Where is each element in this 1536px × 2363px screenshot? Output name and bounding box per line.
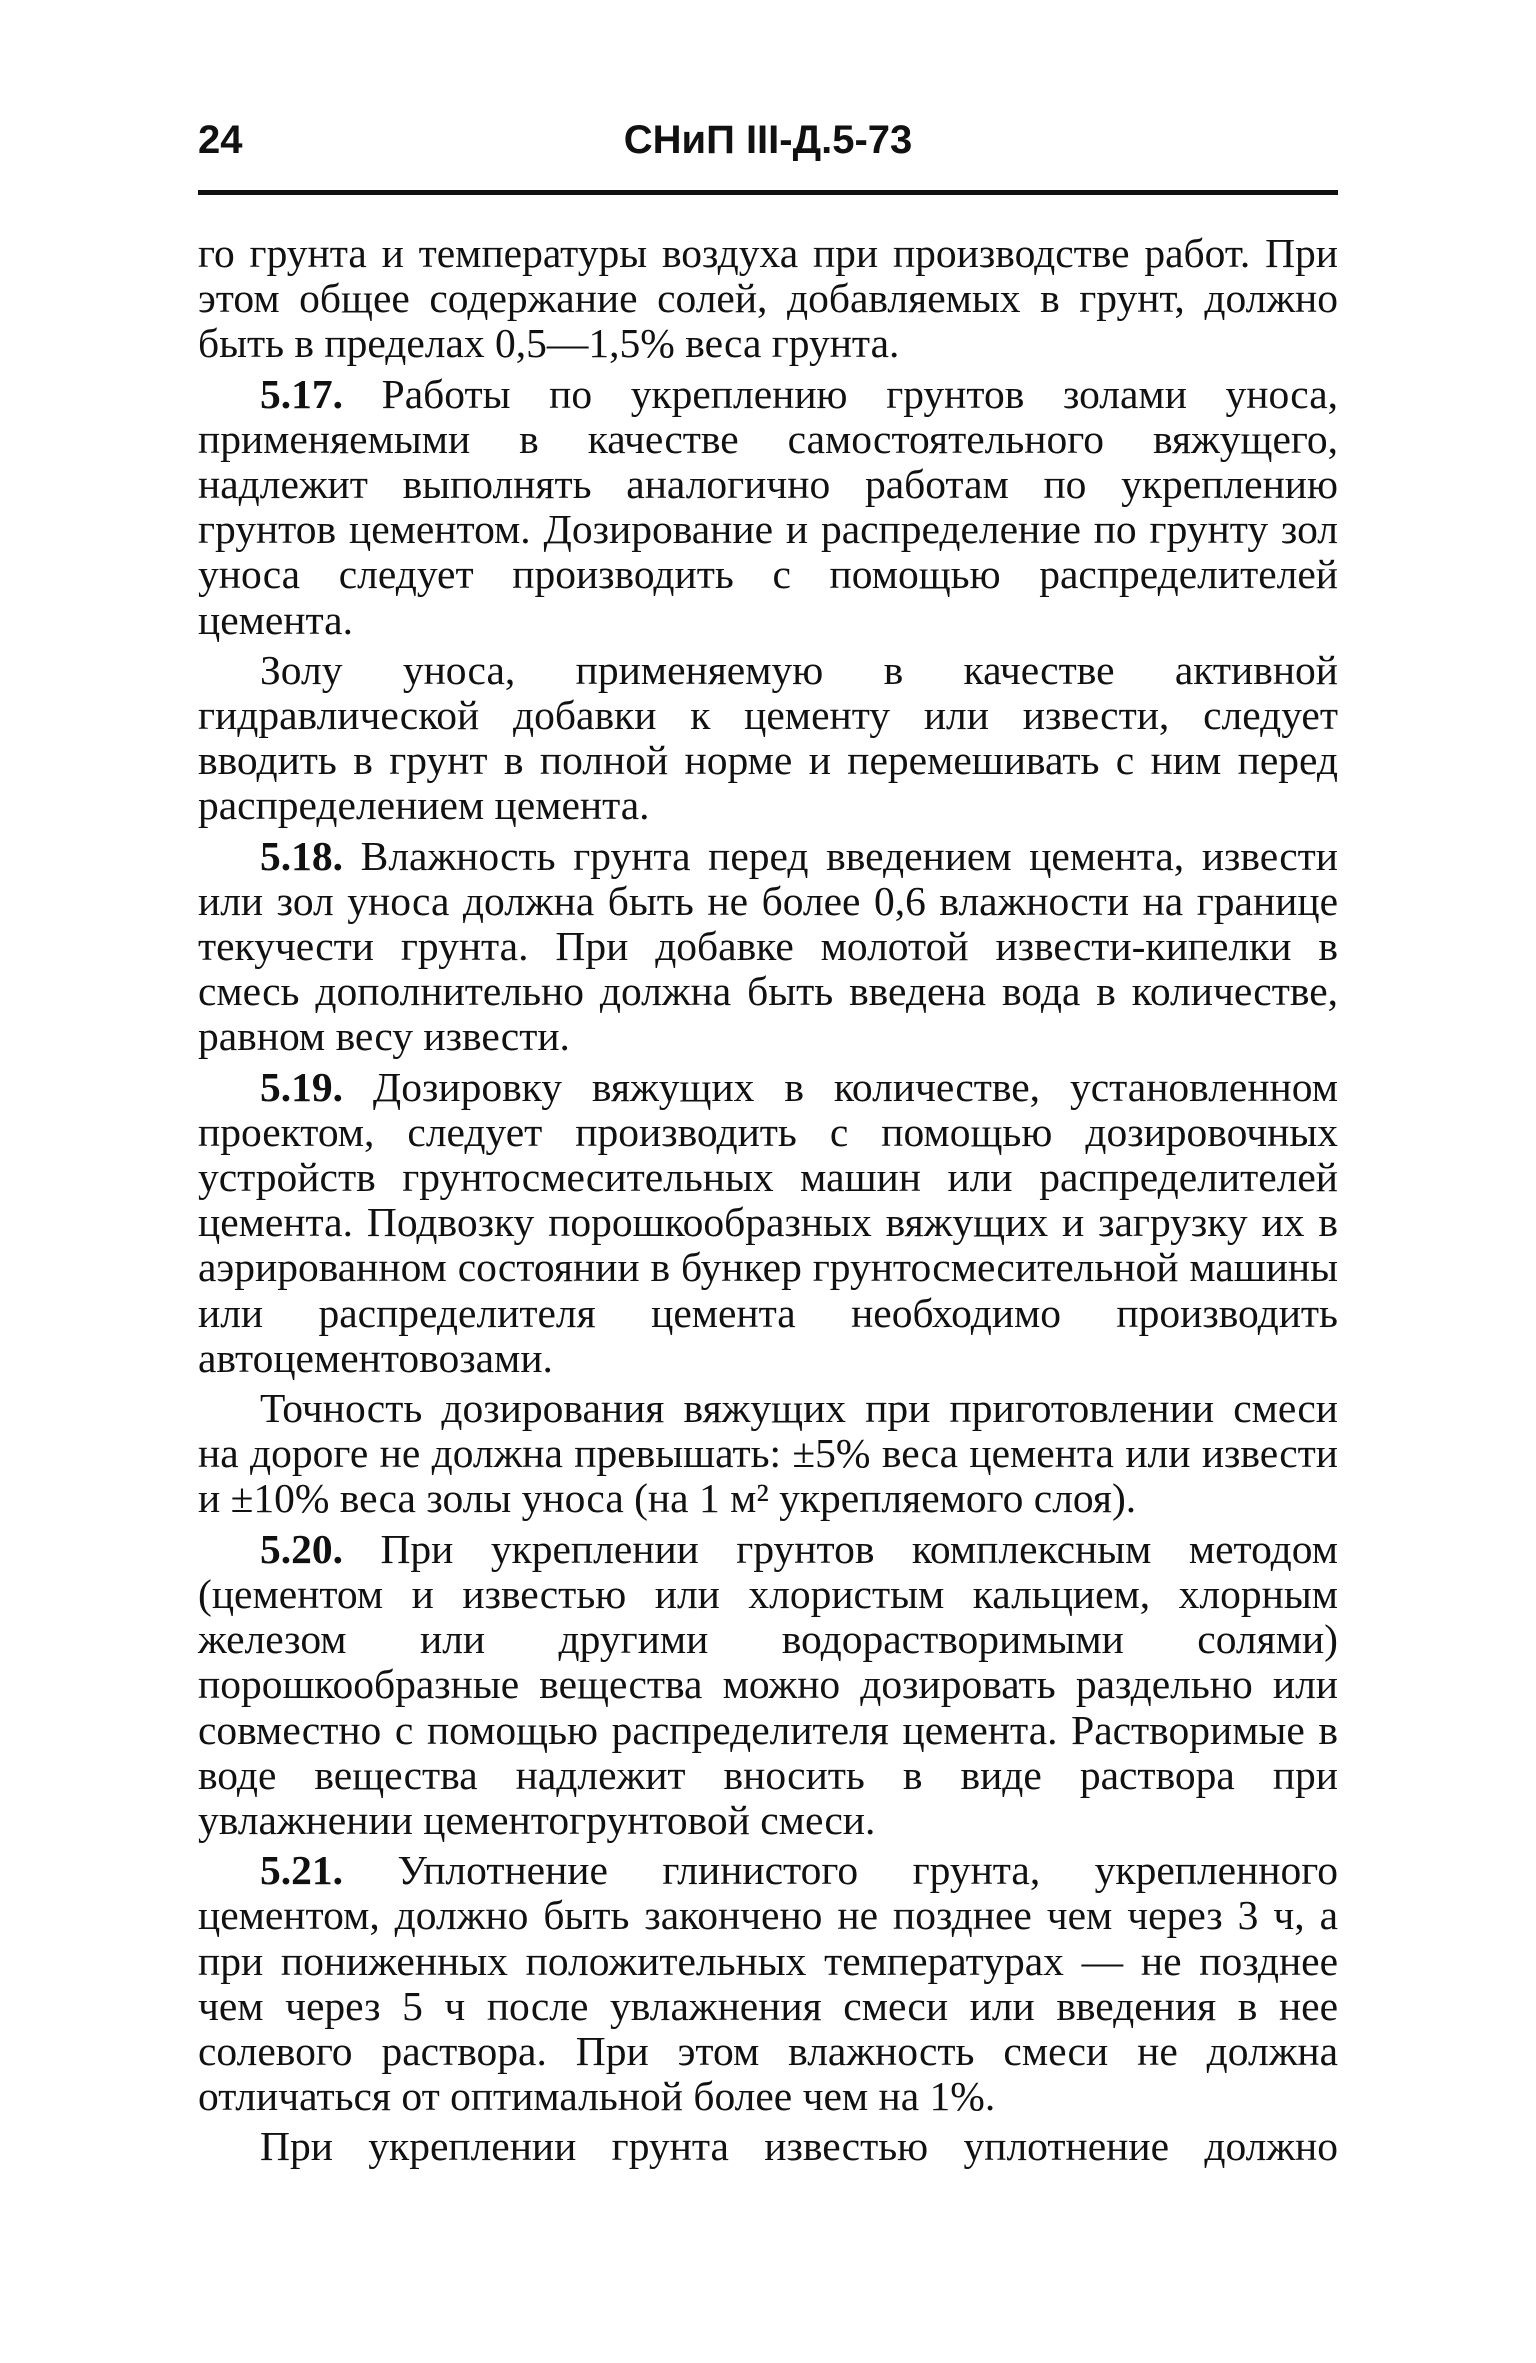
paragraph-text: Влажность грунта перед введением цемента, извести или зол уноса должна быть не более 0,6 влажности на границе текучести грунта. При добавке молотой извести-кипелки в смесь дополнительно должна быть введена вода в количестве, равном весу извести.	[198, 832, 1338, 1060]
paragraph-text: При укреплении грунтов комплексным методом (цементом и известью или хлористым кальцием, хлорным железом или другими водорастворимыми солями) порошкообразные вещества можно дозировать раздельно или совместно с помощью распределителя цемента. Растворимые в воде вещества надлежит вносить в виде раствора при увлажнении цементогрунтовой смеси.	[198, 1525, 1338, 1843]
body-text	[198, 231, 1338, 2170]
paragraph-5-18	[198, 834, 1338, 1060]
clause-number: 5.20.	[260, 1525, 343, 1572]
paragraph-5-19	[198, 1065, 1338, 1381]
paragraph-5-21	[198, 1848, 1338, 2119]
paragraph-5-20	[198, 1527, 1338, 1843]
paragraph-5-17	[198, 372, 1338, 643]
paragraph-lime-compaction	[198, 2124, 1338, 2169]
running-title: СНиП III-Д.5-73	[623, 118, 913, 162]
paragraph-dosing-accuracy	[198, 1386, 1338, 1522]
clause-number: 5.18.	[260, 832, 343, 879]
paragraph-text: Точность дозирования вяжущих при приготовлении смеси на дороге не должна превышать: ±5% веса цемента или извести и ±10% веса золы уноса (на 1 м² укрепляемого слоя).	[198, 1385, 1338, 1522]
paragraph-text: Золу уноса, применяемую в качестве активной гидравлической добавки к цементу или извести, следует вводить в грунт в полной норме и перемешивать с ним перед распределением цемента.	[198, 646, 1338, 829]
paragraph-text: Дозировку вяжущих в количестве, установленном проектом, следует производить с помощью дозировочных устройств грунтосмесительных машин или распределителей цемента. Подвозку порошкообразных вяжущих и загрузку их в аэрированном состоянии в бункер грунтосмесительной машины или распределителя цемента необходимо производить автоцементовозами.	[198, 1063, 1338, 1381]
page-header	[198, 118, 1338, 178]
paragraph-fly-ash	[198, 648, 1338, 829]
paragraph-text: Уплотнение глинистого грунта, укрепленного цементом, должно быть закончено не позднее чем через 3 ч, а при пониженных положительных температурах — не позднее чем через 5 ч после увлажнения смеси или введения в нее солевого раствора. При этом влажность смеси не должна отличаться от оптимальной более чем на 1%.	[198, 1847, 1338, 2120]
paragraph-text: го грунта и температуры воздуха при производстве работ. При этом общее содержание солей, добавляемых в грунт, должно быть в пределах 0,5—1,5% веса грунта.	[198, 230, 1338, 367]
header-rule	[198, 190, 1338, 195]
paragraph-text: Работы по укреплению грунтов золами уноса, применяемыми в качестве самостоятельного вяжущего, надлежит выполнять аналогично работам по укреплению грунтов цементом. Дозирование и распределение по грунту зол уноса следует производить с помощью распределителей цемента.	[198, 370, 1338, 643]
clause-number: 5.17.	[260, 370, 343, 417]
clause-number: 5.19.	[260, 1063, 343, 1110]
document-page	[198, 118, 1338, 2175]
paragraph-continuation	[198, 231, 1338, 367]
page-number: 24	[198, 118, 243, 162]
paragraph-text: При укреплении грунта известью уплотнение должно	[260, 2123, 1338, 2170]
clause-number: 5.21.	[260, 1847, 343, 1894]
